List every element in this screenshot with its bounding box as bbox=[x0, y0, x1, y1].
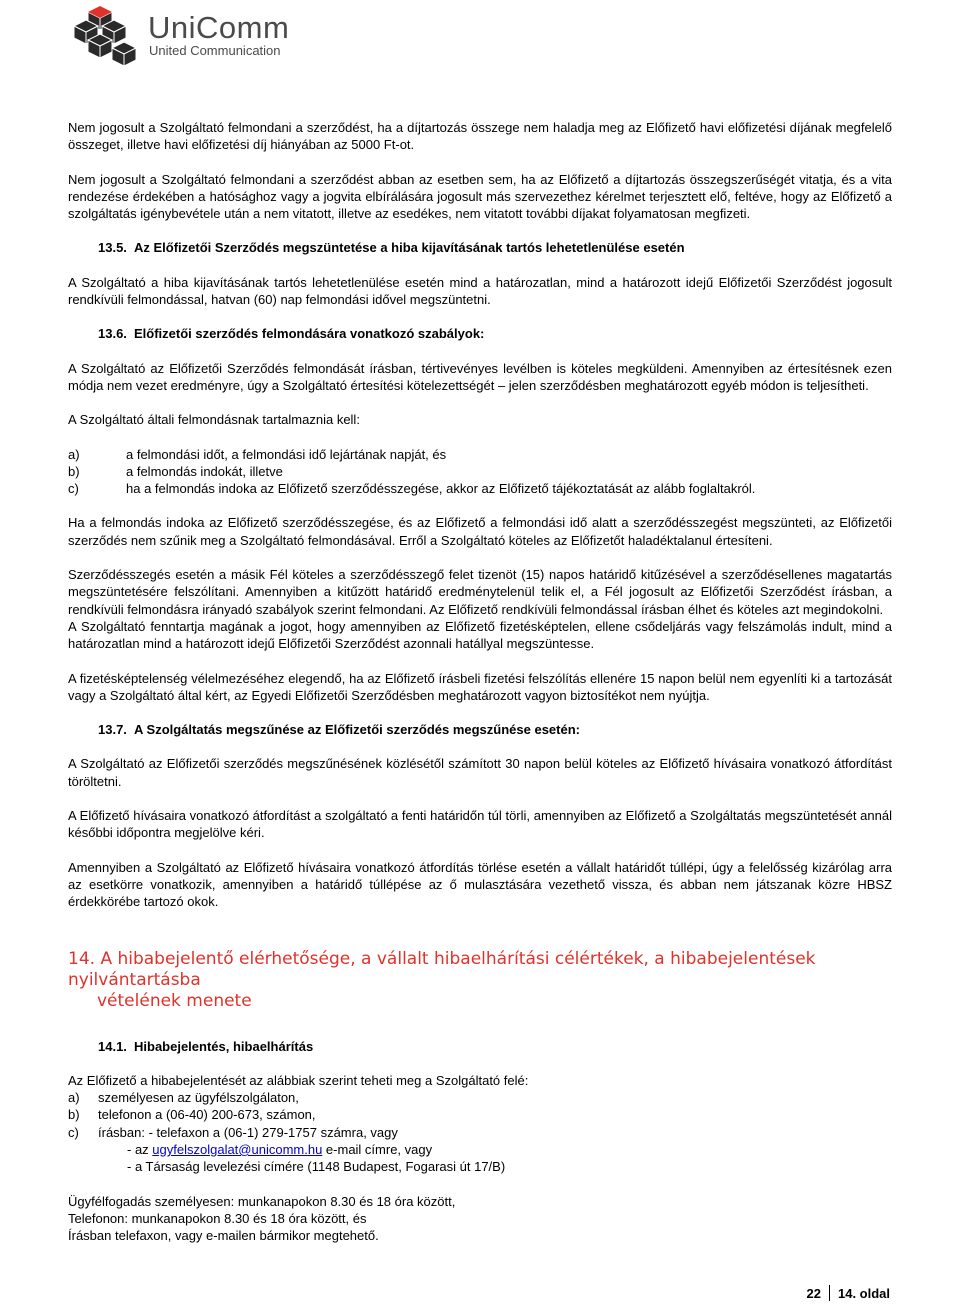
section-title: Előfizetői szerződés felmondására vonatkozó szabályok: bbox=[134, 326, 485, 342]
section-number: 13.5. bbox=[98, 240, 127, 256]
section-heading-14-1 bbox=[98, 1038, 892, 1055]
section-heading-13-6 bbox=[98, 325, 892, 342]
logo-name: UniComm bbox=[148, 10, 290, 45]
list-item: a) a felmondási időt, a felmondási idő lejártának napját, és bbox=[68, 446, 447, 462]
paragraph: Ha a felmondás indoka az Előfizető szerződésszegése, és az Előfizető a felmondási idő alatt a szerződésszegést megszünteti, az Előfizetői szerződés nem szűnik meg a Szolgáltató felmondásával. Erről a Szolgáltató köteles az Előfizetőt haladéktalanul értesíteni. bbox=[68, 515, 892, 548]
list-item: b) telefonon a (06-40) 200-673, számon, bbox=[68, 1107, 316, 1123]
cubes-logo-icon bbox=[72, 4, 142, 70]
paragraph: Nem jogosult a Szolgáltató felmondani a szerződést, ha a díjtartozás összege nem haladja meg az Előfizető havi előfizetési díjának megfelelő összeget, illetve havi előfizetési díj hiányában az 5000 Ft-ot. bbox=[68, 120, 892, 153]
section-number: 14.1. bbox=[98, 1038, 127, 1054]
company-logo bbox=[72, 4, 290, 70]
chapter-heading-14 bbox=[68, 949, 892, 1012]
section-heading-13-7 bbox=[98, 721, 892, 738]
list-item: c) írásban: - telefaxon a (06-1) 279-1757 számra, vagy bbox=[68, 1124, 398, 1140]
section-number: 13.6. bbox=[98, 326, 127, 342]
paragraph: A fizetésképtelenség vélelmezéséhez elegendő, ha az Előfizető írásbeli fizetési felszólítás ellenére 15 napon belül nem egyenlíti ki a tartozását vagy a Szolgáltató által kért, az Egyedi Előfizetői Szerződésben meghatározott vagyon biztosítékot nem nyújtja. bbox=[68, 670, 892, 703]
paragraph: A Szolgáltató az Előfizetői Szerződés felmondását írásban, tértivevényes levélben is köteles megküldeni. Amennyiben az értesítésnek ezen módja nem vezet eredményre, úgy a Szolgáltató értesítési kötelezettségét – jelen szerződésben meghatározott egyéb módon is teljesítheti. bbox=[68, 360, 892, 393]
logo-tagline: United Communication bbox=[149, 43, 281, 58]
page-suffix: . oldal bbox=[852, 1286, 890, 1301]
paragraph: A Szolgáltató az Előfizetői szerződés megszűnésének közlésétől számított 30 napon belül köteles az Előfizető hívásaira vonatkozó átfordítást töröltetni. bbox=[68, 756, 892, 789]
requirements-list bbox=[68, 446, 892, 498]
hours-line: Telefonon: munkanapokon 8.30 és 18 óra között, és bbox=[68, 1210, 367, 1226]
postal-line: - a Társaság levelezési címére (1148 Budapest, Fogarasi út 17/B) bbox=[127, 1159, 506, 1175]
list-item: c) ha a felmondás indoka az Előfizető szerződésszegése, akkor az Előfizető tájékoztatását az alább foglaltakról. bbox=[68, 481, 756, 497]
page-number: 22 bbox=[806, 1286, 821, 1301]
section-title: Hibabejelentés, hibaelhárítás bbox=[134, 1038, 314, 1054]
paragraph: Nem jogosult a Szolgáltató felmondani a szerződést abban az esetben sem, ha az Előfizető a díjtartozás összegszerűségét vitatja, és a vita rendezése érdekében a hatósághoz vagy a jogvita elbírálására jogosult más szervezethez kérelmet terjesztett elő, feltéve, hogy az Előfizető a szolgáltatás igénybevétele után a nem vitatott, illetve az esedékes, nem vitatott további díjakat folyamatosan megfizeti. bbox=[68, 171, 892, 222]
list-item: a) személyesen az ügyfélszolgálaton, bbox=[68, 1090, 299, 1106]
hours-line: Írásban telefaxon, vagy e-mailen bármikor megtehető. bbox=[68, 1228, 379, 1244]
contact-list bbox=[68, 1089, 892, 1175]
paragraph: A Szolgáltató a hiba kijavításának tartós lehetetlenülése esetén mind a határozatlan, mind a határozott idejű Előfizetői Szerződést jogosult rendkívüli felmondással, hatvan (60) nap felmondási idővel megszüntetni. bbox=[68, 274, 892, 308]
paragraph: Szerződésszegés esetén a másik Fél köteles a szerződésszegő felet tizenöt (15) napos határidő kitűzésével a szerződésellenes magatartás megszüntetésére felszólítani. Amennyiben a kitűzött határidő eredménytelenül telik el, a Fél jogosult az Előfizetői Szerződést írásban, a rendkívüli felmondásra irányadó szabályok szerint felmondani. Az Előfizető rendkívüli felmondással írásban élhet és köteles azt megindokolni. bbox=[68, 567, 892, 617]
paragraph: A Szolgáltató általi felmondásnak tartalmaznia kell: bbox=[68, 412, 360, 428]
chapter-title-line1: 14. A hibabejelentő elérhetősége, a vállalt hibaelhárítási célértékek, a hibabejelentések nyilvántartásba bbox=[68, 948, 816, 990]
section-number: 13.7. bbox=[98, 722, 127, 738]
section-title: A Szolgáltatás megszűnése az Előfizetői szerződés megszűnése esetén: bbox=[134, 722, 580, 738]
page-total: 14 bbox=[837, 1286, 853, 1301]
section-title: Az Előfizetői Szerződés megszüntetése a hiba kijavításának tartós lehetetlenülése esetén bbox=[134, 240, 685, 256]
page-footer bbox=[807, 1285, 891, 1301]
footer-divider bbox=[829, 1285, 830, 1301]
email-line: - az ugyfelszolgalat@unicomm.hu e-mail címre, vagy bbox=[127, 1141, 433, 1157]
section-heading-13-5 bbox=[98, 239, 892, 256]
list-item: b) a felmondás indokát, illetve bbox=[68, 463, 283, 479]
paragraph: A Előfizető hívásaira vonatkozó átfordítást a szolgáltató a fenti határidőn túl törli, amennyiben az Előfizető a Szolgáltatás megszüntetését annál későbbi időpontra megjelölve kéri. bbox=[68, 808, 892, 841]
document-body bbox=[68, 119, 892, 1244]
opening-hours bbox=[68, 1193, 892, 1245]
paragraph: A Szolgáltató fenntartja magának a jogot, hogy amennyiben az Előfizető fizetésképtelen, ellene csődeljárás vagy felszámolás indult, mind a határozatlan mind a határozott idejű Előfizetői Szerződést azonnali hatállyal megszüntesse. bbox=[68, 618, 892, 652]
email-link[interactable]: ugyfelszolgalat@unicomm.hu bbox=[152, 1141, 323, 1157]
hours-line: Ügyfélfogadás személyesen: munkanapokon 8.30 és 18 óra között, bbox=[68, 1193, 456, 1209]
paragraph: Az Előfizető a hibabejelentését az alábbiak szerint teheti meg a Szolgáltató felé: bbox=[68, 1072, 529, 1088]
paragraph: Amennyiben a Szolgáltató az Előfizető hívásaira vonatkozó átfordítás törlése esetén a vállalt határidőt túllépi, úgy a felelősség kizárólag arra az esetkörre vonatkozik, amennyiben a határidő túllépése az ő mulasztására vezethető vissza, és abban nem játszanak közre HBSZ érdekkörébe tartozó okok. bbox=[68, 859, 892, 910]
chapter-title-line2: vételének menete bbox=[97, 990, 252, 1011]
